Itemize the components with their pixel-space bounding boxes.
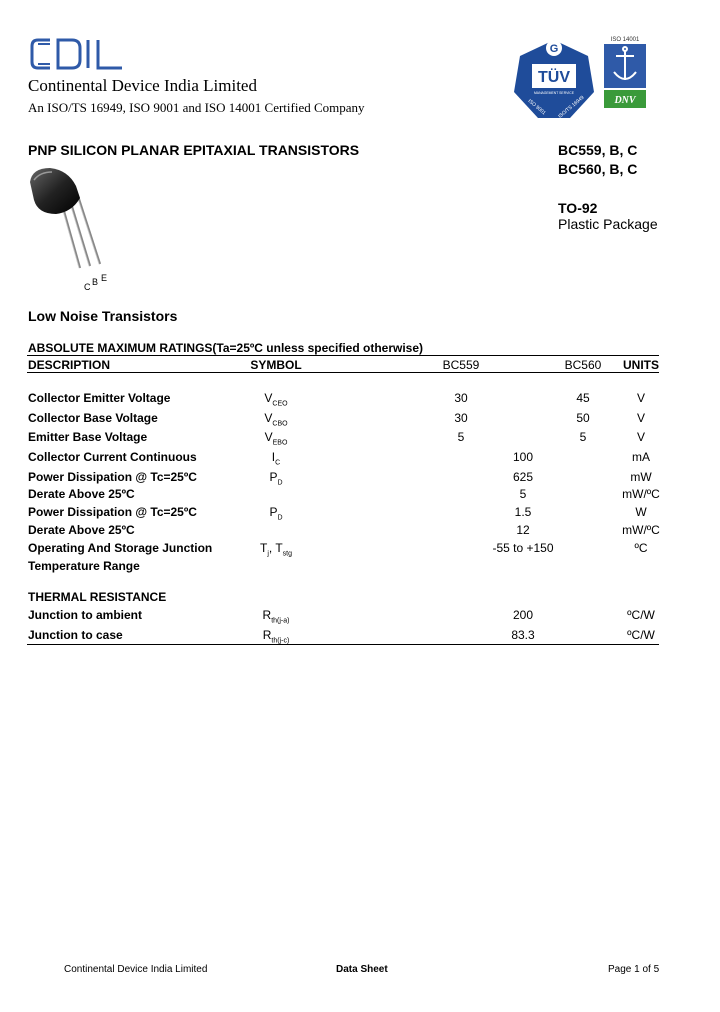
table-row-desc: Collector Emitter Voltage	[28, 391, 171, 405]
table-row-unit: V	[636, 391, 645, 405]
col-header-description: DESCRIPTION	[28, 358, 111, 372]
svg-text:ISO/TS 16949: ISO/TS 16949	[557, 94, 586, 120]
table-row-desc: Derate Above 25ºC	[28, 523, 135, 537]
svg-text:MANAGEMENT SERVICE: MANAGEMENT SERVICE	[533, 91, 575, 95]
col-header-bc559: BC559	[442, 358, 480, 372]
table-row-value: 5	[519, 487, 527, 501]
tuv-certification-icon	[512, 38, 596, 122]
document-title: PNP SILICON PLANAR EPITAXIAL TRANSISTORS	[28, 142, 360, 158]
table-row-desc: Power Dissipation @ Tc=25ºC	[28, 505, 197, 519]
col-header-symbol: SYMBOL	[250, 358, 302, 372]
table-row-value: 83.3	[511, 628, 535, 642]
table-row-desc: Collector Base Voltage	[28, 411, 158, 425]
table-row-unit: ºC/W	[627, 608, 655, 622]
svg-text:G: G	[549, 43, 559, 55]
svg-text:TÜV: TÜV	[538, 69, 570, 86]
table-row-bc559: 30	[454, 391, 468, 405]
cdil-logo	[28, 36, 138, 74]
pin-label-collector: C	[84, 282, 91, 292]
dnv-iso14001-icon	[602, 34, 648, 110]
footer-page-number: Page 1 of 5	[608, 964, 660, 975]
table-top-rule	[27, 355, 659, 356]
col-header-units: UNITS	[623, 358, 659, 372]
table-row-desc: Power Dissipation @ Tc=25ºC	[28, 470, 197, 484]
table-row-symbol: $T_j$, $T_{stg}$	[259, 541, 293, 558]
table-row-desc: Junction to case	[28, 628, 123, 642]
footer-company: Continental Device India Limited	[64, 964, 208, 975]
svg-text:DNV: DNV	[614, 95, 636, 106]
company-name: Continental Device India Limited	[28, 76, 257, 95]
table-row-desc: Derate Above 25ºC	[28, 487, 135, 501]
table-row-desc: Operating And Storage Junction	[28, 541, 213, 555]
table-row-unit: ºC/W	[627, 628, 655, 642]
svg-text:ISO 14001: ISO 14001	[610, 37, 640, 43]
thermal-heading: THERMAL RESISTANCE	[28, 590, 167, 604]
table-row-value: 12	[516, 523, 530, 537]
table-row-symbol: $I_C$	[271, 450, 281, 467]
table-row-value: 1.5	[514, 505, 532, 519]
table-row-value: 100	[512, 450, 534, 464]
table-row-symbol: $R_{th(j-c)}$	[262, 628, 290, 645]
table-bottom-rule	[27, 644, 659, 645]
table-row-symbol: $V_{EBO}$	[264, 430, 288, 447]
part-number-bc559: BC559, B, C	[558, 142, 638, 158]
table-row-bc560: 50	[576, 411, 590, 425]
table-row-unit: ºC	[634, 541, 648, 555]
col-header-bc560: BC560	[564, 358, 602, 372]
ratings-heading: ABSOLUTE MAXIMUM RATINGS(Ta=25ºC unless specified otherwise)	[28, 341, 423, 355]
table-row-unit: V	[636, 430, 645, 444]
table-row-symbol: $R_{th(j-a)}$	[262, 608, 290, 625]
table-row-bc559: 5	[457, 430, 465, 444]
package-type: Plastic Package	[558, 216, 658, 232]
pin-label-base: B	[92, 277, 99, 287]
table-row-desc: Junction to ambient	[28, 608, 142, 622]
table-row-desc-continued: Temperature Range	[28, 559, 140, 573]
section-subtitle: Low Noise Transistors	[28, 308, 178, 324]
table-row-desc: Collector Current Continuous	[28, 450, 197, 464]
table-row-bc560: 45	[576, 391, 590, 405]
table-row-bc559: 30	[454, 411, 468, 425]
table-row-symbol: $P_D$	[269, 470, 283, 487]
table-row-symbol: $V_{CEO}$	[264, 391, 288, 408]
part-number-bc560: BC560, B, C	[558, 161, 638, 177]
pin-label-emitter: E	[101, 273, 108, 283]
table-row-symbol: $P_D$	[269, 505, 283, 522]
table-row-value: -55 to +150	[492, 541, 554, 555]
table-row-unit: mA	[632, 450, 650, 464]
table-row-unit: mW	[630, 470, 652, 484]
package-name: TO-92	[558, 200, 598, 216]
table-row-desc: Emitter Base Voltage	[28, 430, 148, 444]
footer-doc-type: Data Sheet	[336, 964, 388, 975]
table-row-unit: W	[635, 505, 647, 519]
table-row-value: 200	[512, 608, 534, 622]
table-row-unit: V	[636, 411, 645, 425]
table-row-unit: mW/ºC	[622, 523, 660, 537]
company-tagline: An ISO/TS 16949, ISO 9001 and ISO 14001 Certified Company	[28, 100, 365, 115]
table-header-rule	[27, 372, 659, 373]
table-row-value: 625	[512, 470, 534, 484]
table-row-bc560: 5	[579, 430, 587, 444]
svg-text:ISO 9001: ISO 9001	[526, 98, 547, 117]
table-row-symbol: $V_{CBO}$	[264, 411, 288, 428]
table-row-unit: mW/ºC	[622, 487, 660, 501]
